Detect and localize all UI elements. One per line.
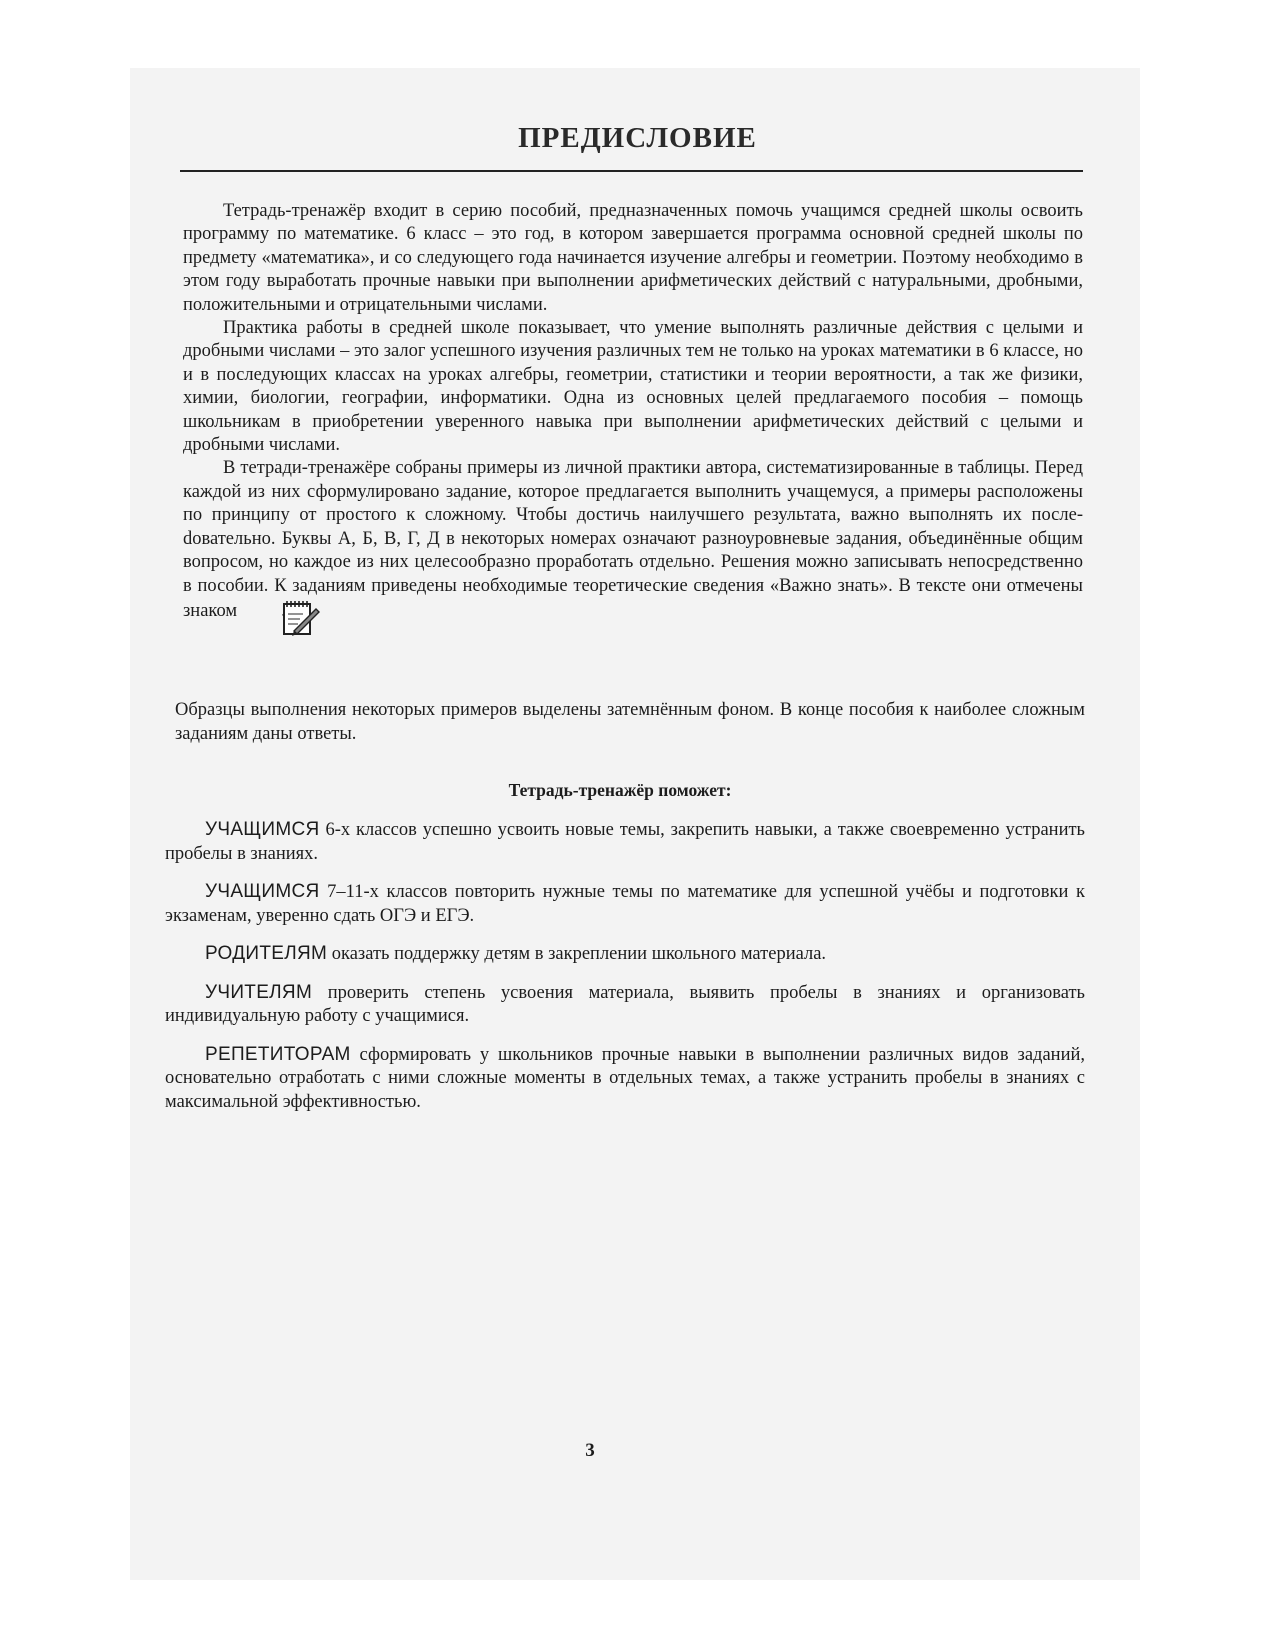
paragraph-3-end: . xyxy=(281,600,286,621)
paragraph-3 xyxy=(183,457,1083,637)
help-item-text: сформировать у школьников прочные навыки в выполнении различных видов заданий, основательно отработать с ними сложные моменты в отдельных темах, а также устранить пробелы в знаниях с максимальной эффективностью. xyxy=(165,1044,1085,1112)
help-item-tutors xyxy=(165,1043,1085,1115)
help-heading: Тетрадь-тренажёр поможет: xyxy=(508,780,732,800)
paragraph-2: Практика работы в средней школе показывает, что умение выполнять различные действия с целыми и дробными числами – это залог успешного изучения различных тем не только на уроках математики в 6 классе, но и в последующих классах на уроках алгебры, геометрии, статистики и теории вероятности, а так же физики, химии, биологии, географии, информатики. Одна из основных целей предлагаемого пособия – помощь школьникам в приобретении уверенного навыка при выполнении арифметических действий с целыми и дробными числами. xyxy=(183,318,1083,456)
help-item-students-6 xyxy=(165,818,1085,866)
preface-body xyxy=(183,200,1083,638)
help-list xyxy=(165,818,1085,1128)
help-item-text: 7–11-х классов повторить нужные темы по математике для успешной учёбы и подготовки к экзаменам, уверенно сдать ОГЭ и ЕГЭ. xyxy=(165,882,1085,926)
help-item-audience: УЧАЩИМСЯ xyxy=(205,881,320,902)
page-title: ПРЕДИСЛОВИЕ xyxy=(518,122,757,154)
help-item-teachers xyxy=(165,981,1085,1029)
help-item-audience: УЧАЩИМСЯ xyxy=(205,819,320,840)
help-item-students-7-11 xyxy=(165,880,1085,928)
notepad-pencil-icon xyxy=(241,598,281,638)
help-item-audience: РЕПЕТИТОРАМ xyxy=(205,1043,351,1065)
help-item-text: оказать поддержку детям в закреплении школьного материала. xyxy=(327,944,827,964)
samples-note: Образцы выполнения некоторых примеров выделены затемнённым фоном. В конце пособия к наиболее сложным заданиям даны ответы. xyxy=(175,700,1085,744)
paragraph-3-text: В тетради-тренажёре собраны примеры из личной практики автора, систематизированные в таблицы. Перед каждой из них сформулировано задание, которое предлагается выполнить учащемуся, а примеры расположены по принципу от простого к сложному. Чтобы достичь наилучшего результата, важно выполнять их послеdовательно. Буквы А, Б, В, Г, Д в некоторых номерах означают разноуровневые задания, объединённые общим вопросом, но каждое из них целесообразно проработать отдельно. Решения можно записывать непосредственно в пособии. К заданиям приведены необходимые теоретические сведения «Важно знать». В тексте они отмечены знаком xyxy=(183,458,1083,621)
help-item-text: проверить степень усвоения материала, выявить пробелы в знаниях и организовать индивидуальную работу с учащимися. xyxy=(165,982,1085,1026)
title-rule xyxy=(180,170,1083,172)
help-item-text: 6-х классов успешно усвоить новые темы, закрепить навыки, а также своевременно устранить пробелы в знаниях. xyxy=(165,820,1085,864)
help-item-parents xyxy=(165,942,1085,967)
paragraph-1: Тетрадь-тренажёр входит в серию пособий, предназначенных помочь учащимся средней школы освоить программу по математике. 6 класс – это год, в котором завершается программа основной средней школы по предмету «математика», и со следующего года начинается изучение алгебры и геометрии. Поэтому необходимо в этом году выработать прочные навыки при выполнении арифметических действий с натуральными, дробными, положительными и отрицательными числами. xyxy=(183,201,1083,315)
page-number: 3 xyxy=(585,1440,595,1461)
help-item-audience: УЧИТЕЛЯМ xyxy=(205,981,313,1003)
help-item-audience: РОДИТЕЛЯМ xyxy=(205,943,328,964)
